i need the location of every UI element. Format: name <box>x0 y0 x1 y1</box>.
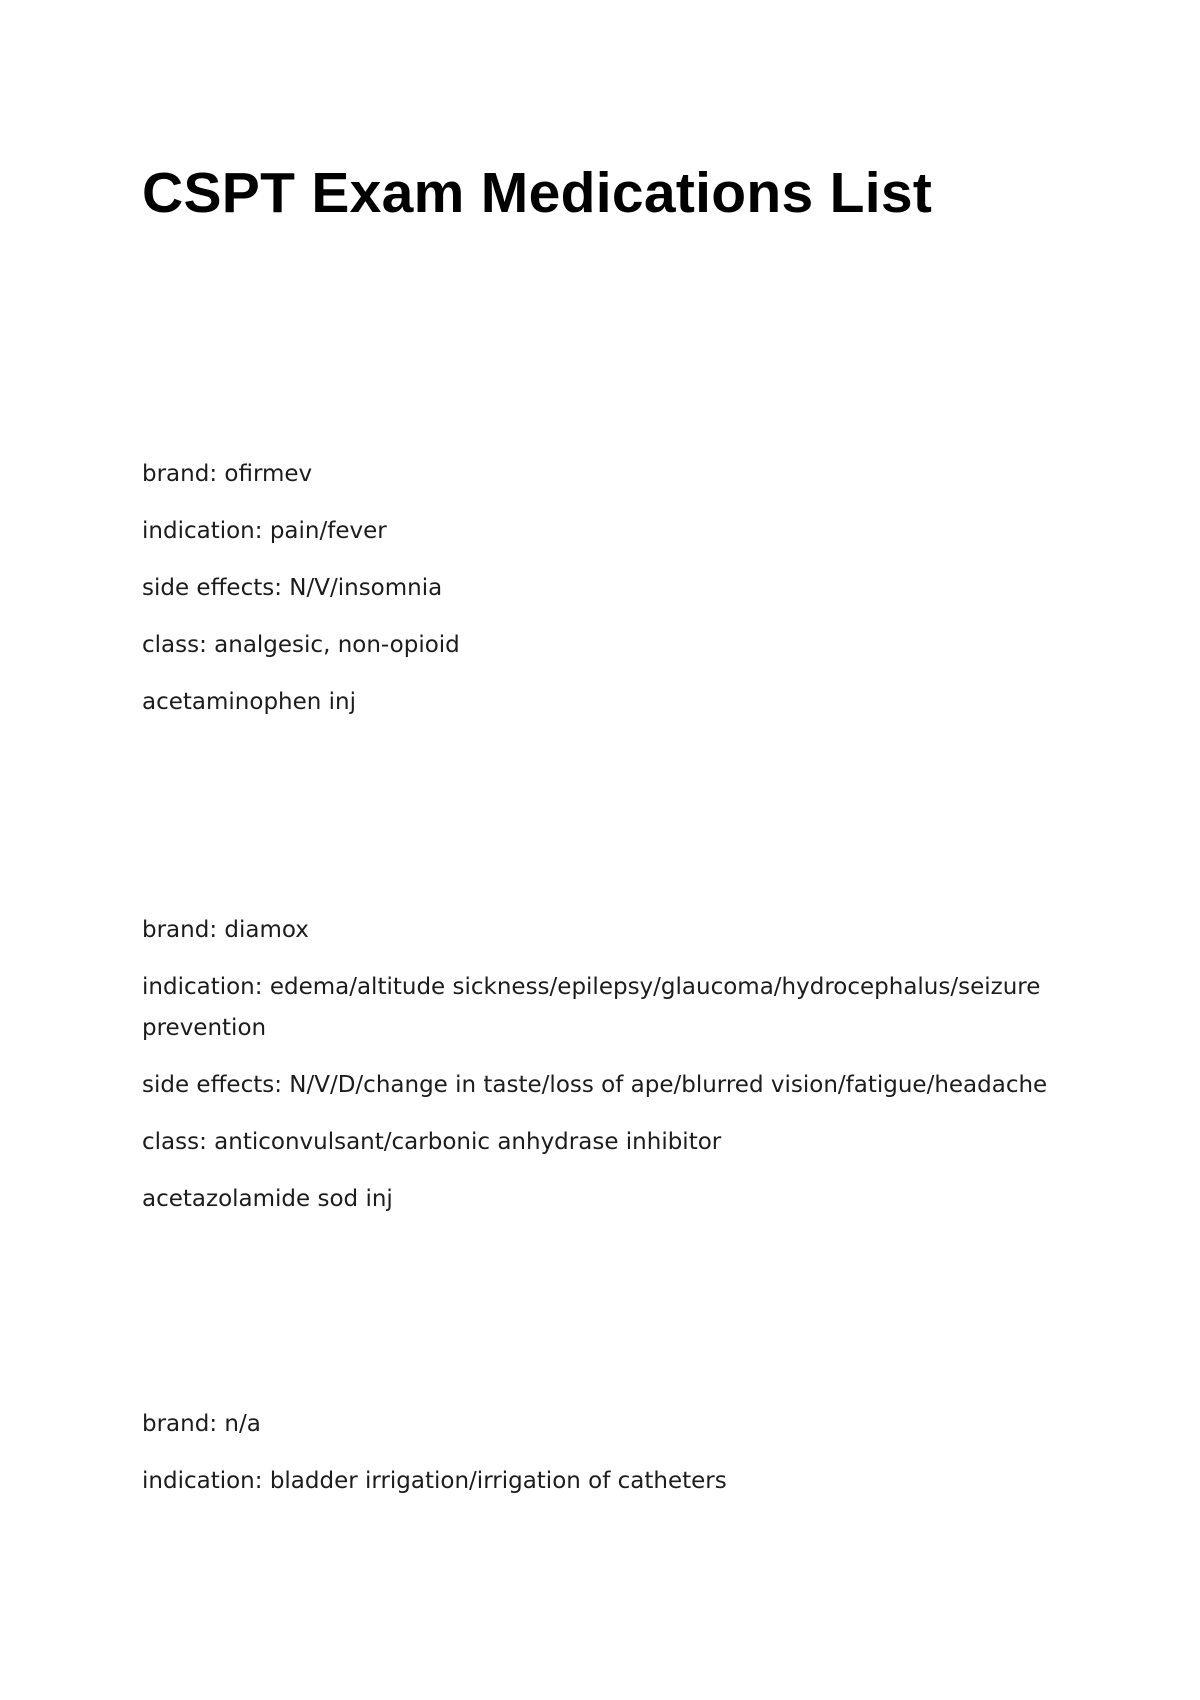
class-line: class: analgesic, non-opioid <box>142 632 460 658</box>
medication-entry <box>142 1404 1062 1518</box>
indication-line: indication: bladder irrigation/irrigation of catheters <box>142 1468 727 1494</box>
class-line: class: anticonvulsant/carbonic anhydrase inhibitor <box>142 1129 722 1155</box>
brand-line: brand: diamox <box>142 917 309 943</box>
side-effects-line: side effects: N/V/insomnia <box>142 575 443 601</box>
generic-name-line: acetazolamide sod inj <box>142 1186 393 1212</box>
brand-line: brand: n/a <box>142 1411 261 1437</box>
medication-entry <box>142 454 1062 739</box>
generic-name-line: acetaminophen inj <box>142 689 357 715</box>
medication-entry <box>142 910 1062 1236</box>
brand-line: brand: ofirmev <box>142 461 313 487</box>
indication-line: indication: edema/altitude sickness/epilepsy/glaucoma/hydrocephalus/seizure prevention <box>142 974 1041 1041</box>
indication-line: indication: pain/fever <box>142 518 387 544</box>
side-effects-line: side effects: N/V/D/change in taste/loss of ape/blurred vision/fatigue/headache <box>142 1072 1048 1098</box>
page-title: CSPT Exam Medications List <box>142 161 933 225</box>
